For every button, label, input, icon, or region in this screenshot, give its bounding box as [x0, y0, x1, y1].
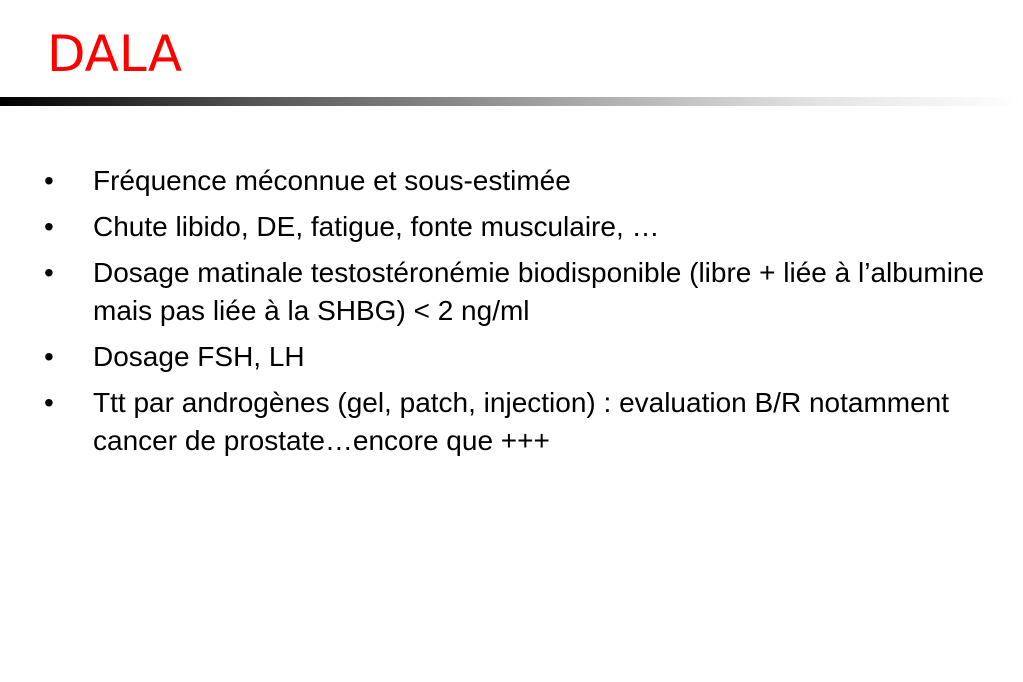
- bullet-text: Fréquence méconnue et sous-estimée: [93, 165, 571, 196]
- bullet-item: [44, 254, 1004, 330]
- bullet-marker: •: [44, 165, 54, 196]
- bullet-text: Ttt par androgènes (gel, patch, injection) : evaluation B/R notamment cancer de prostate…encore que +++: [93, 387, 950, 456]
- bullet-item: [44, 162, 1004, 200]
- bullet-list: [44, 162, 1004, 468]
- title-gradient-rule: [0, 97, 1023, 106]
- bullet-marker: •: [44, 257, 54, 288]
- slide-title: DALA: [47, 25, 183, 83]
- bullet-marker: •: [44, 211, 54, 242]
- bullet-text: Chute libido, DE, fatigue, fonte musculaire, …: [93, 211, 660, 242]
- bullet-text: Dosage FSH, LH: [93, 341, 305, 372]
- bullet-marker: •: [44, 341, 54, 372]
- bullet-item: [44, 208, 1004, 246]
- bullet-marker: •: [44, 387, 54, 418]
- bullet-text: Dosage matinale testostéronémie biodisponible (libre + liée à l’albumine mais pas liée à la SHBG) < 2 ng/ml: [93, 257, 985, 326]
- bullet-item: [44, 338, 1004, 376]
- bullet-item: [44, 384, 1004, 460]
